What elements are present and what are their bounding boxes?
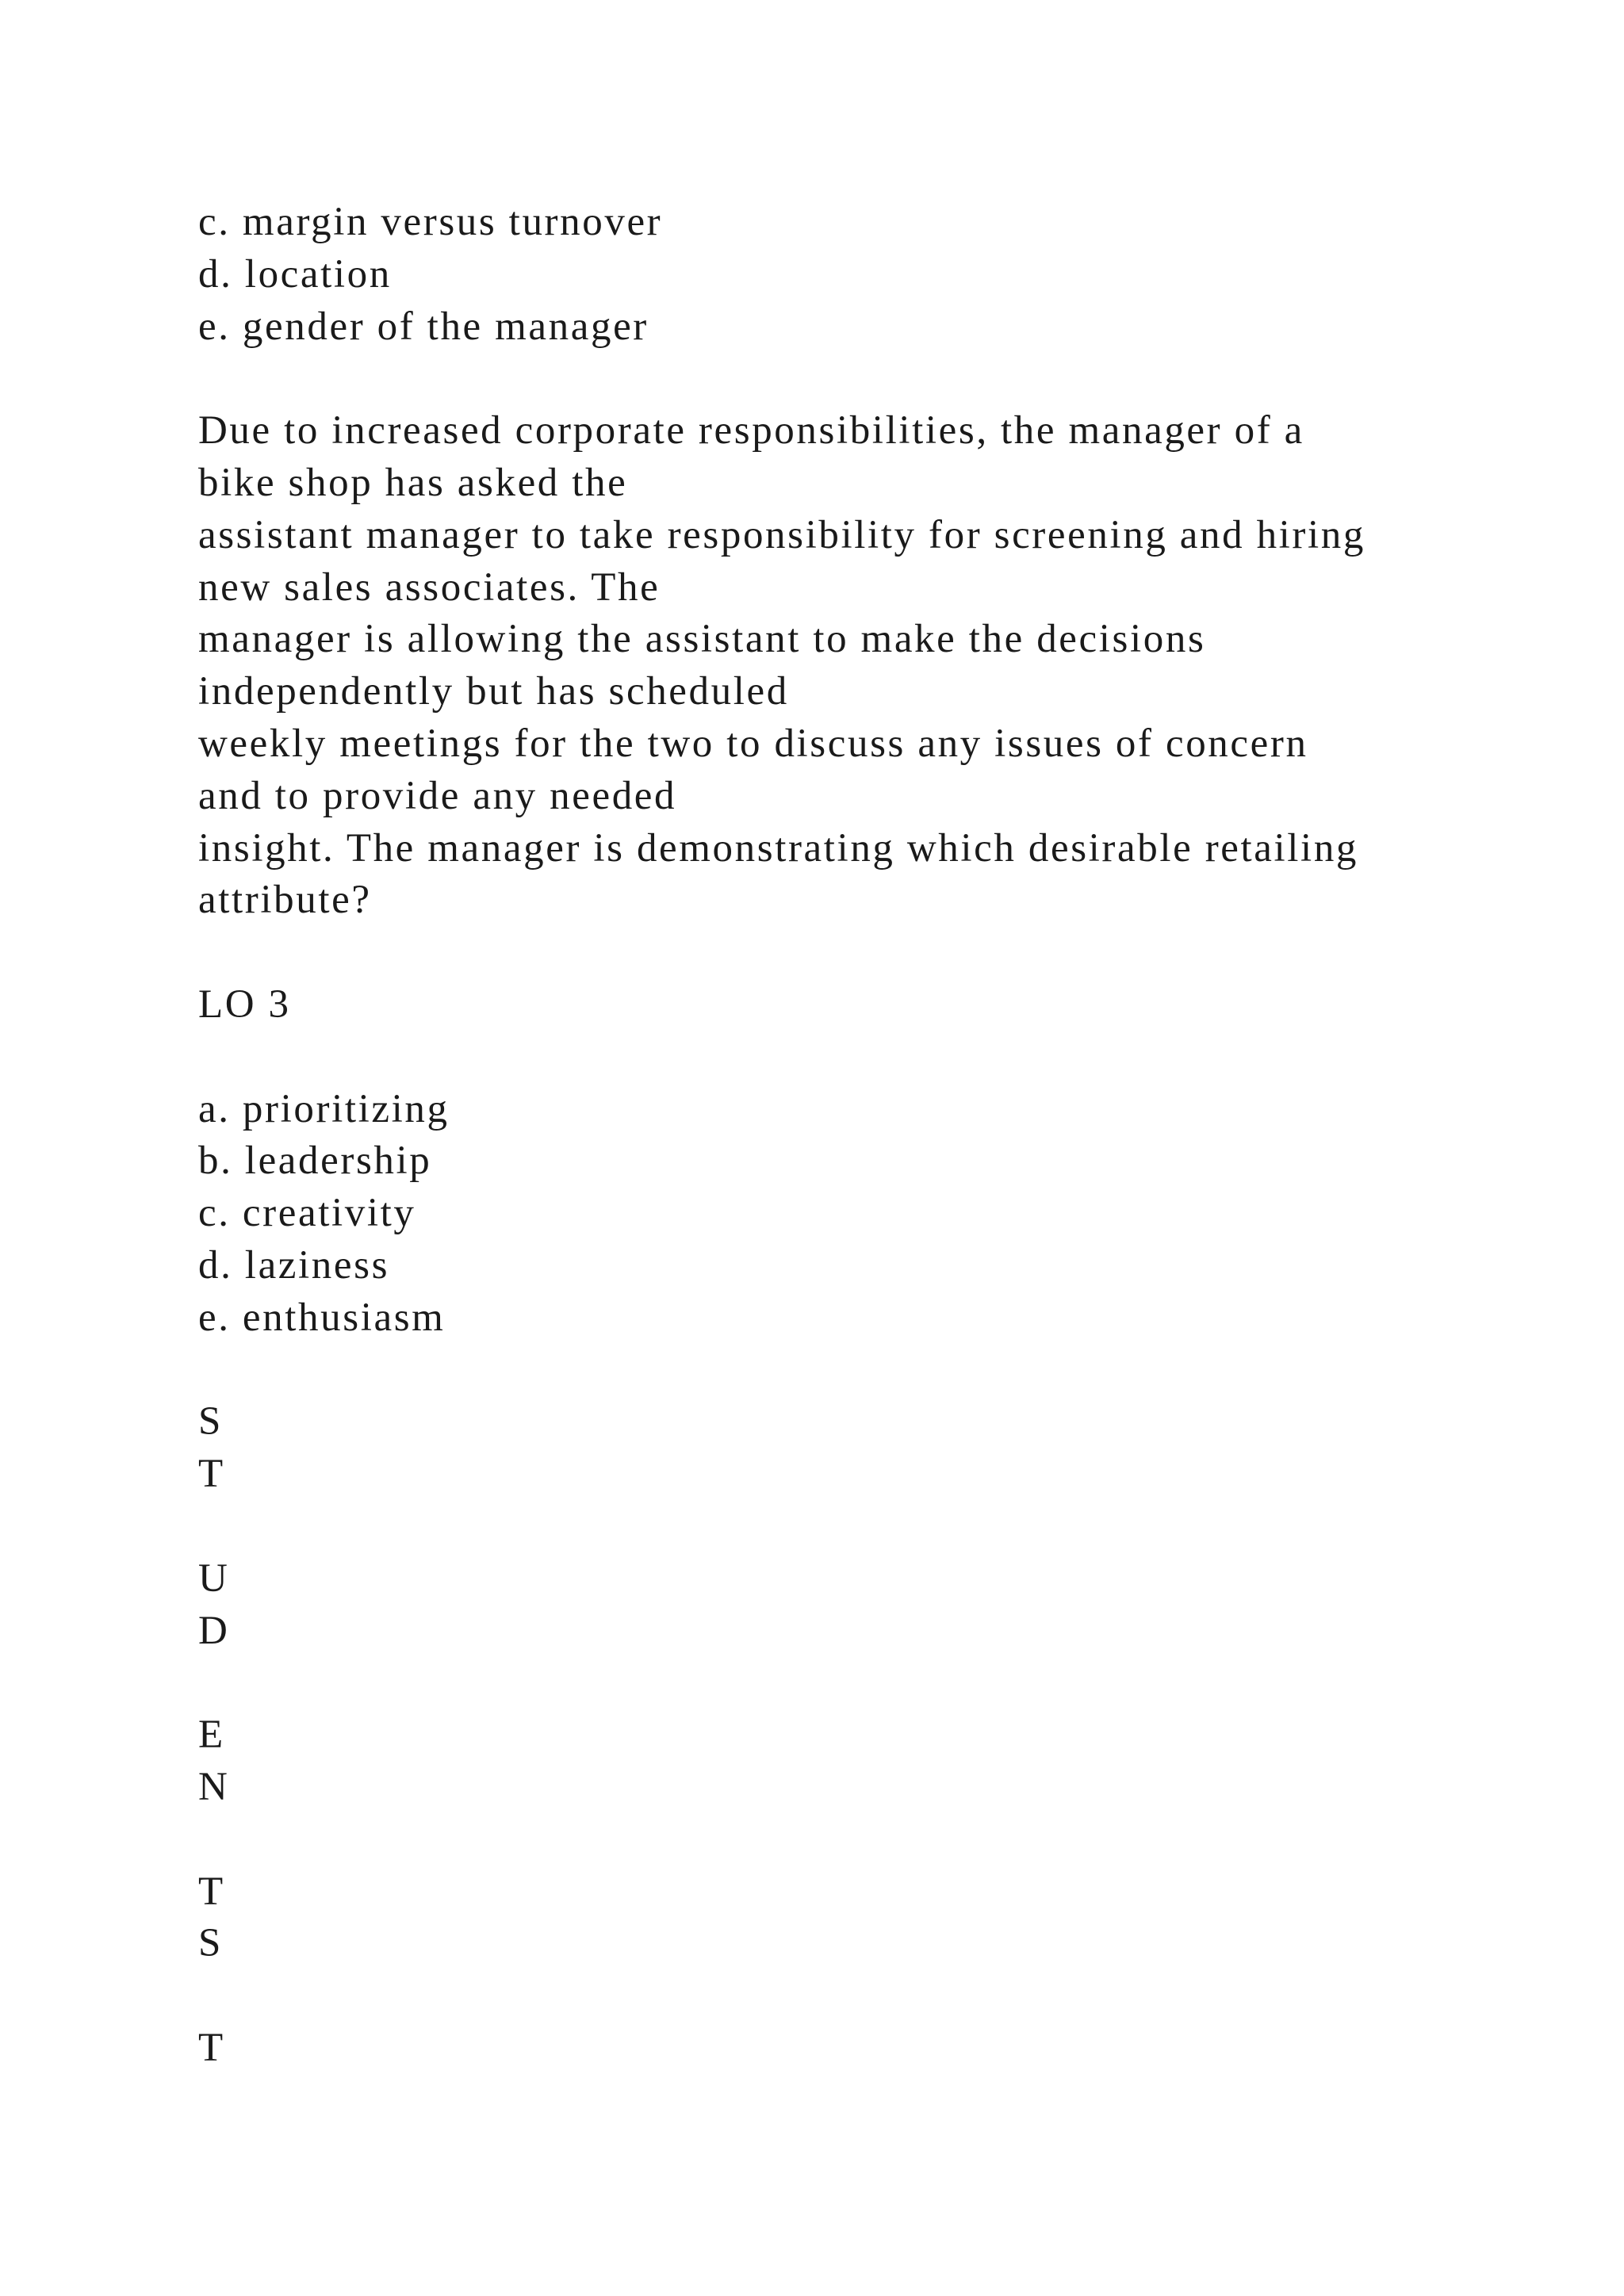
question-line: new sales associates. The: [198, 564, 661, 610]
question-line: insight. The manager is demonstrating which desirable retailing: [198, 825, 1359, 871]
watermark-letter: N: [198, 1764, 230, 1809]
watermark-letter: T: [198, 1452, 225, 1497]
option-b: b. leadership: [198, 1138, 432, 1184]
spacer: [198, 1345, 1467, 1397]
watermark-letter: E: [198, 1712, 225, 1758]
watermark-letter: D: [198, 1608, 230, 1653]
watermark-letter: T: [198, 2025, 225, 2070]
option-e: e. enthusiasm: [198, 1295, 446, 1340]
watermark-letter: U: [198, 1556, 230, 1601]
question-line: weekly meetings for the two to discuss any issues of concern: [198, 721, 1308, 766]
spacer: [198, 1970, 1467, 2022]
question-line: assistant manager to take responsibility for screening and hiring: [198, 512, 1365, 557]
question-line: attribute?: [198, 878, 372, 923]
prev-option-d: d. location: [198, 251, 392, 297]
question-line: manager is allowing the assistant to make the decisions: [198, 617, 1206, 662]
document-text: [198, 197, 1467, 2075]
spacer: [198, 927, 1467, 979]
watermark-letter: S: [198, 1399, 223, 1445]
question-line: bike shop has asked the: [198, 460, 628, 505]
prev-option-c: c. margin versus turnover: [198, 200, 663, 244]
watermark-letter: T: [198, 1869, 225, 1914]
spacer: [198, 1031, 1467, 1084]
question-line: Due to increased corporate responsibilities, the manager of a: [198, 408, 1304, 453]
option-d: d. laziness: [198, 1242, 390, 1288]
option-c: c. creativity: [198, 1191, 416, 1236]
spacer: [198, 353, 1467, 405]
watermark-letter: S: [198, 1921, 223, 1966]
option-a: a. prioritizing: [198, 1086, 450, 1131]
question-line: and to provide any needed: [198, 773, 677, 818]
prev-option-e: e. gender of the manager: [198, 304, 649, 349]
spacer: [198, 1657, 1467, 1709]
spacer: [198, 1814, 1467, 1866]
learning-objective: LO 3: [198, 982, 291, 1027]
spacer: [198, 1501, 1467, 1553]
question-line: independently but has scheduled: [198, 669, 789, 714]
